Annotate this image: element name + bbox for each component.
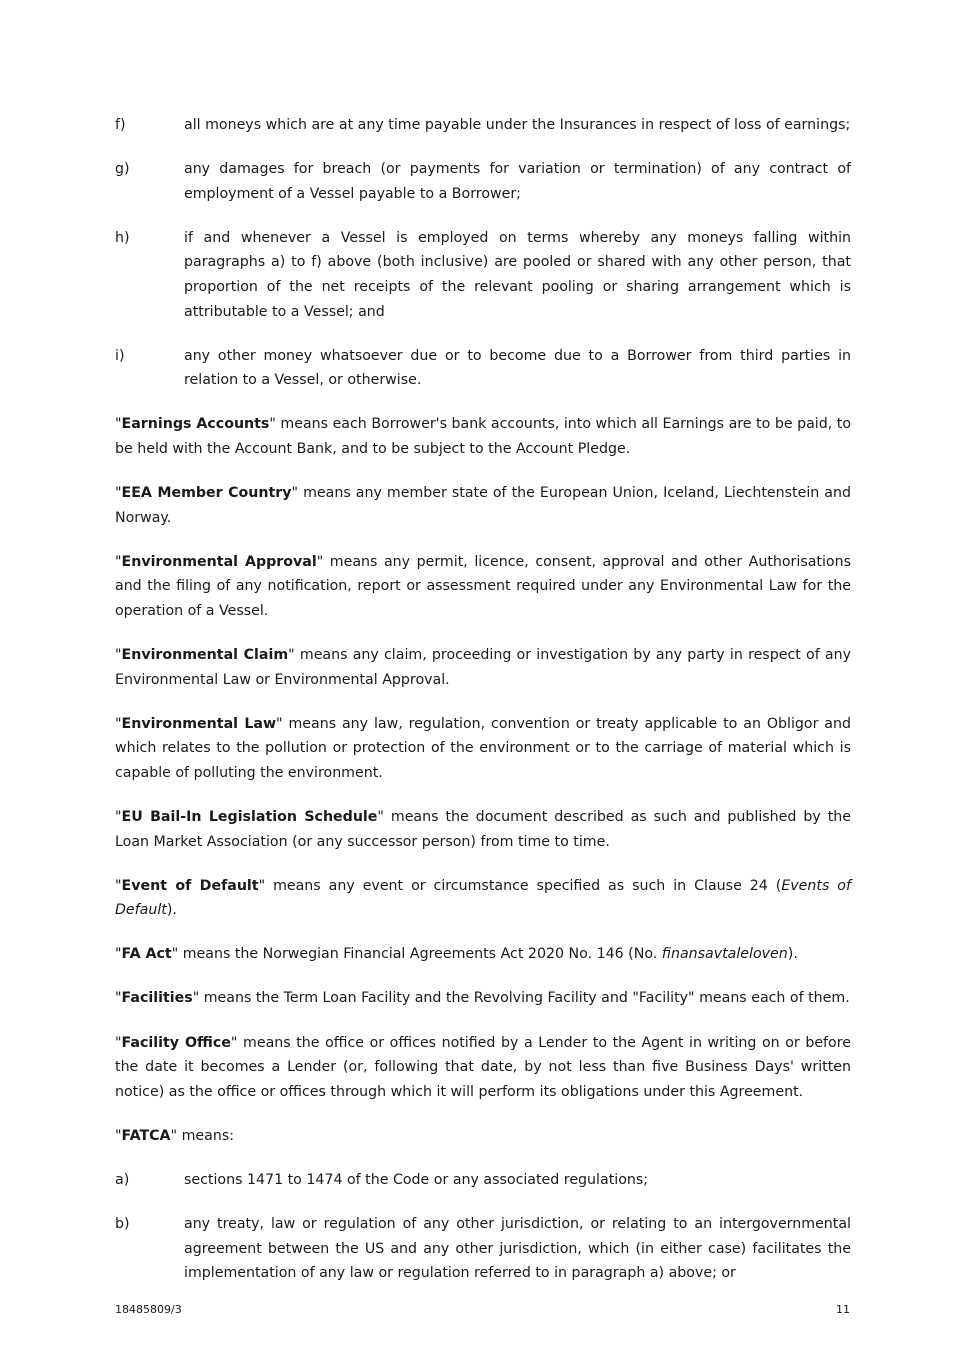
list-item <box>115 344 851 393</box>
definition-text: " means: <box>170 1127 234 1144</box>
definition-text: " means any permit, licence, consent, approval and other Authorisations and the filing of any notification, report or assessment required under any Environmental Law for the operation of a Vessel. <box>115 553 851 619</box>
definition-eea-member-country: "EEA Member Country" means any member state of the European Union, Iceland, Liechtenstein and Norway. <box>115 485 851 526</box>
definition-term: Environmental Approval <box>121 553 317 570</box>
list-item-label: i) <box>115 347 125 364</box>
definition-environmental-claim: "Environmental Claim" means any claim, proceeding or investigation by any party in respect of any Environmental Law or Environmental Approval. <box>115 647 851 688</box>
list-item-text: any treaty, law or regulation of any other jurisdiction, or relating to an intergovernmental agreement between the US and any other jurisdiction, which (in either case) facilitates the implementation of any law or regulation referred to in paragraph a) above; or <box>184 1216 851 1282</box>
definition-italic-reference: Events of Default <box>115 877 851 919</box>
definition-earnings-accounts: "Earnings Accounts" means each Borrower's bank accounts, into which all Earnings are to be paid, to be held with the Account Bank, and to be subject to the Account Pledge. <box>115 416 851 457</box>
definition-italic-reference: finansavtaleloven <box>661 946 788 963</box>
definition-fatca: "FATCA" means: <box>115 1127 234 1144</box>
list-item <box>115 157 851 206</box>
definition-text-end: ). <box>166 902 177 919</box>
list-item-label: h) <box>115 229 130 246</box>
definition-text: " means any law, regulation, convention or treaty applicable to an Obligor and which relates to the pollution or protection of the environment or to the carriage of material which is capable of polluting the environment. <box>115 715 851 781</box>
definition-term: Event of Default <box>121 877 259 894</box>
definition-text: " means any claim, proceeding or investigation by any party in respect of any Environmental Law or Environmental Approval. <box>115 647 851 688</box>
definition-facilities: "Facilities" means the Term Loan Facility and the Revolving Facility and "Facility" means each of them. <box>115 990 850 1007</box>
list-item-text: sections 1471 to 1474 of the Code or any associated regulations; <box>184 1171 649 1188</box>
definition-text: " means the office or offices notified by a Lender to the Agent in writing on or before the date it becomes a Lender (or, following that date, by not less than five Business Days' written notice) as the office or offices through which it will perform its obligations under this Agreement. <box>115 1034 851 1100</box>
page-number: 11 <box>836 1303 850 1316</box>
list-item <box>115 1212 851 1286</box>
definition-text: " means any event or circumstance specified as such in Clause 24 ( <box>258 877 782 894</box>
definition-term: EEA Member Country <box>121 485 292 502</box>
definition-text: " means the document described as such and published by the Loan Market Association (or any successor person) from time to time. <box>115 808 851 850</box>
definition-eu-bail-in-schedule: "EU Bail-In Legislation Schedule" means the document described as such and published by the Loan Market Association (or any successor person) from time to time. <box>115 808 851 850</box>
page-content <box>115 113 851 1305</box>
definition-term: FATCA <box>121 1127 171 1144</box>
definition-event-of-default: "Event of Default" means any event or circumstance specified as such in Clause 24 (Events of Default). <box>115 877 851 919</box>
definition-term: Environmental Law <box>121 715 277 732</box>
definition-term: FA Act <box>121 946 172 963</box>
list-item-text: all moneys which are at any time payable under the Insurances in respect of loss of earnings; <box>184 117 851 133</box>
definition-term: EU Bail-In Legislation Schedule <box>121 808 378 825</box>
definition-environmental-law: "Environmental Law" means any law, regulation, convention or treaty applicable to an Obligor and which relates to the pollution or protection of the environment or to the carriage of material which is capable of polluting the environment. <box>115 715 851 781</box>
list-item-label: f) <box>115 117 126 133</box>
definition-term: Facility Office <box>121 1034 231 1051</box>
list-item-label: b) <box>115 1216 130 1232</box>
list-item-label: a) <box>115 1171 130 1188</box>
list-item <box>115 113 851 138</box>
list-item <box>115 1168 851 1193</box>
list-item-label: g) <box>115 161 130 178</box>
definition-text: " means the Norwegian Financial Agreements Act 2020 No. 146 (No. <box>171 946 662 963</box>
definition-text: " means any member state of the European Union, Iceland, Liechtenstein and Norway. <box>115 485 851 526</box>
definition-text: " means the Term Loan Facility and the Revolving Facility and "Facility" means each of them. <box>192 990 850 1007</box>
list-item-text: if and whenever a Vessel is employed on terms whereby any moneys falling within paragraphs a) to f) above (both inclusive) are pooled or shared with any other person, that proportion of the net receipts of the relevant pooling or sharing arrangement which is attributable to a Vessel; and <box>184 229 851 320</box>
definition-text: " means each Borrower's bank accounts, into which all Earnings are to be paid, to be held with the Account Bank, and to be subject to the Account Pledge. <box>115 416 851 457</box>
definition-facility-office: "Facility Office" means the office or offices notified by a Lender to the Agent in writing on or before the date it becomes a Lender (or, following that date, by not less than five Business Days' written notice) as the office or offices through which it will perform its obligations under this Agreement. <box>115 1034 851 1100</box>
list-item-text: any damages for breach (or payments for variation or termination) of any contract of employment of a Vessel payable to a Borrower; <box>184 161 851 202</box>
definition-environmental-approval: "Environmental Approval" means any permit, licence, consent, approval and other Authorisations and the filing of any notification, report or assessment required under any Environmental Law for the operation of a Vessel. <box>115 553 851 619</box>
list-item-text: any other money whatsoever due or to become due to a Borrower from third parties in relation to a Vessel, or otherwise. <box>184 347 851 389</box>
document-reference: 18485809/3 <box>115 1303 182 1316</box>
definition-fa-act: "FA Act" means the Norwegian Financial Agreements Act 2020 No. 146 (No. finansavtaleloven). <box>115 946 798 963</box>
definition-text-end: ). <box>787 946 798 963</box>
definition-term: Facilities <box>121 990 193 1007</box>
definition-term: Earnings Accounts <box>121 416 270 433</box>
definition-term: Environmental Claim <box>121 647 289 663</box>
list-item <box>115 226 851 324</box>
